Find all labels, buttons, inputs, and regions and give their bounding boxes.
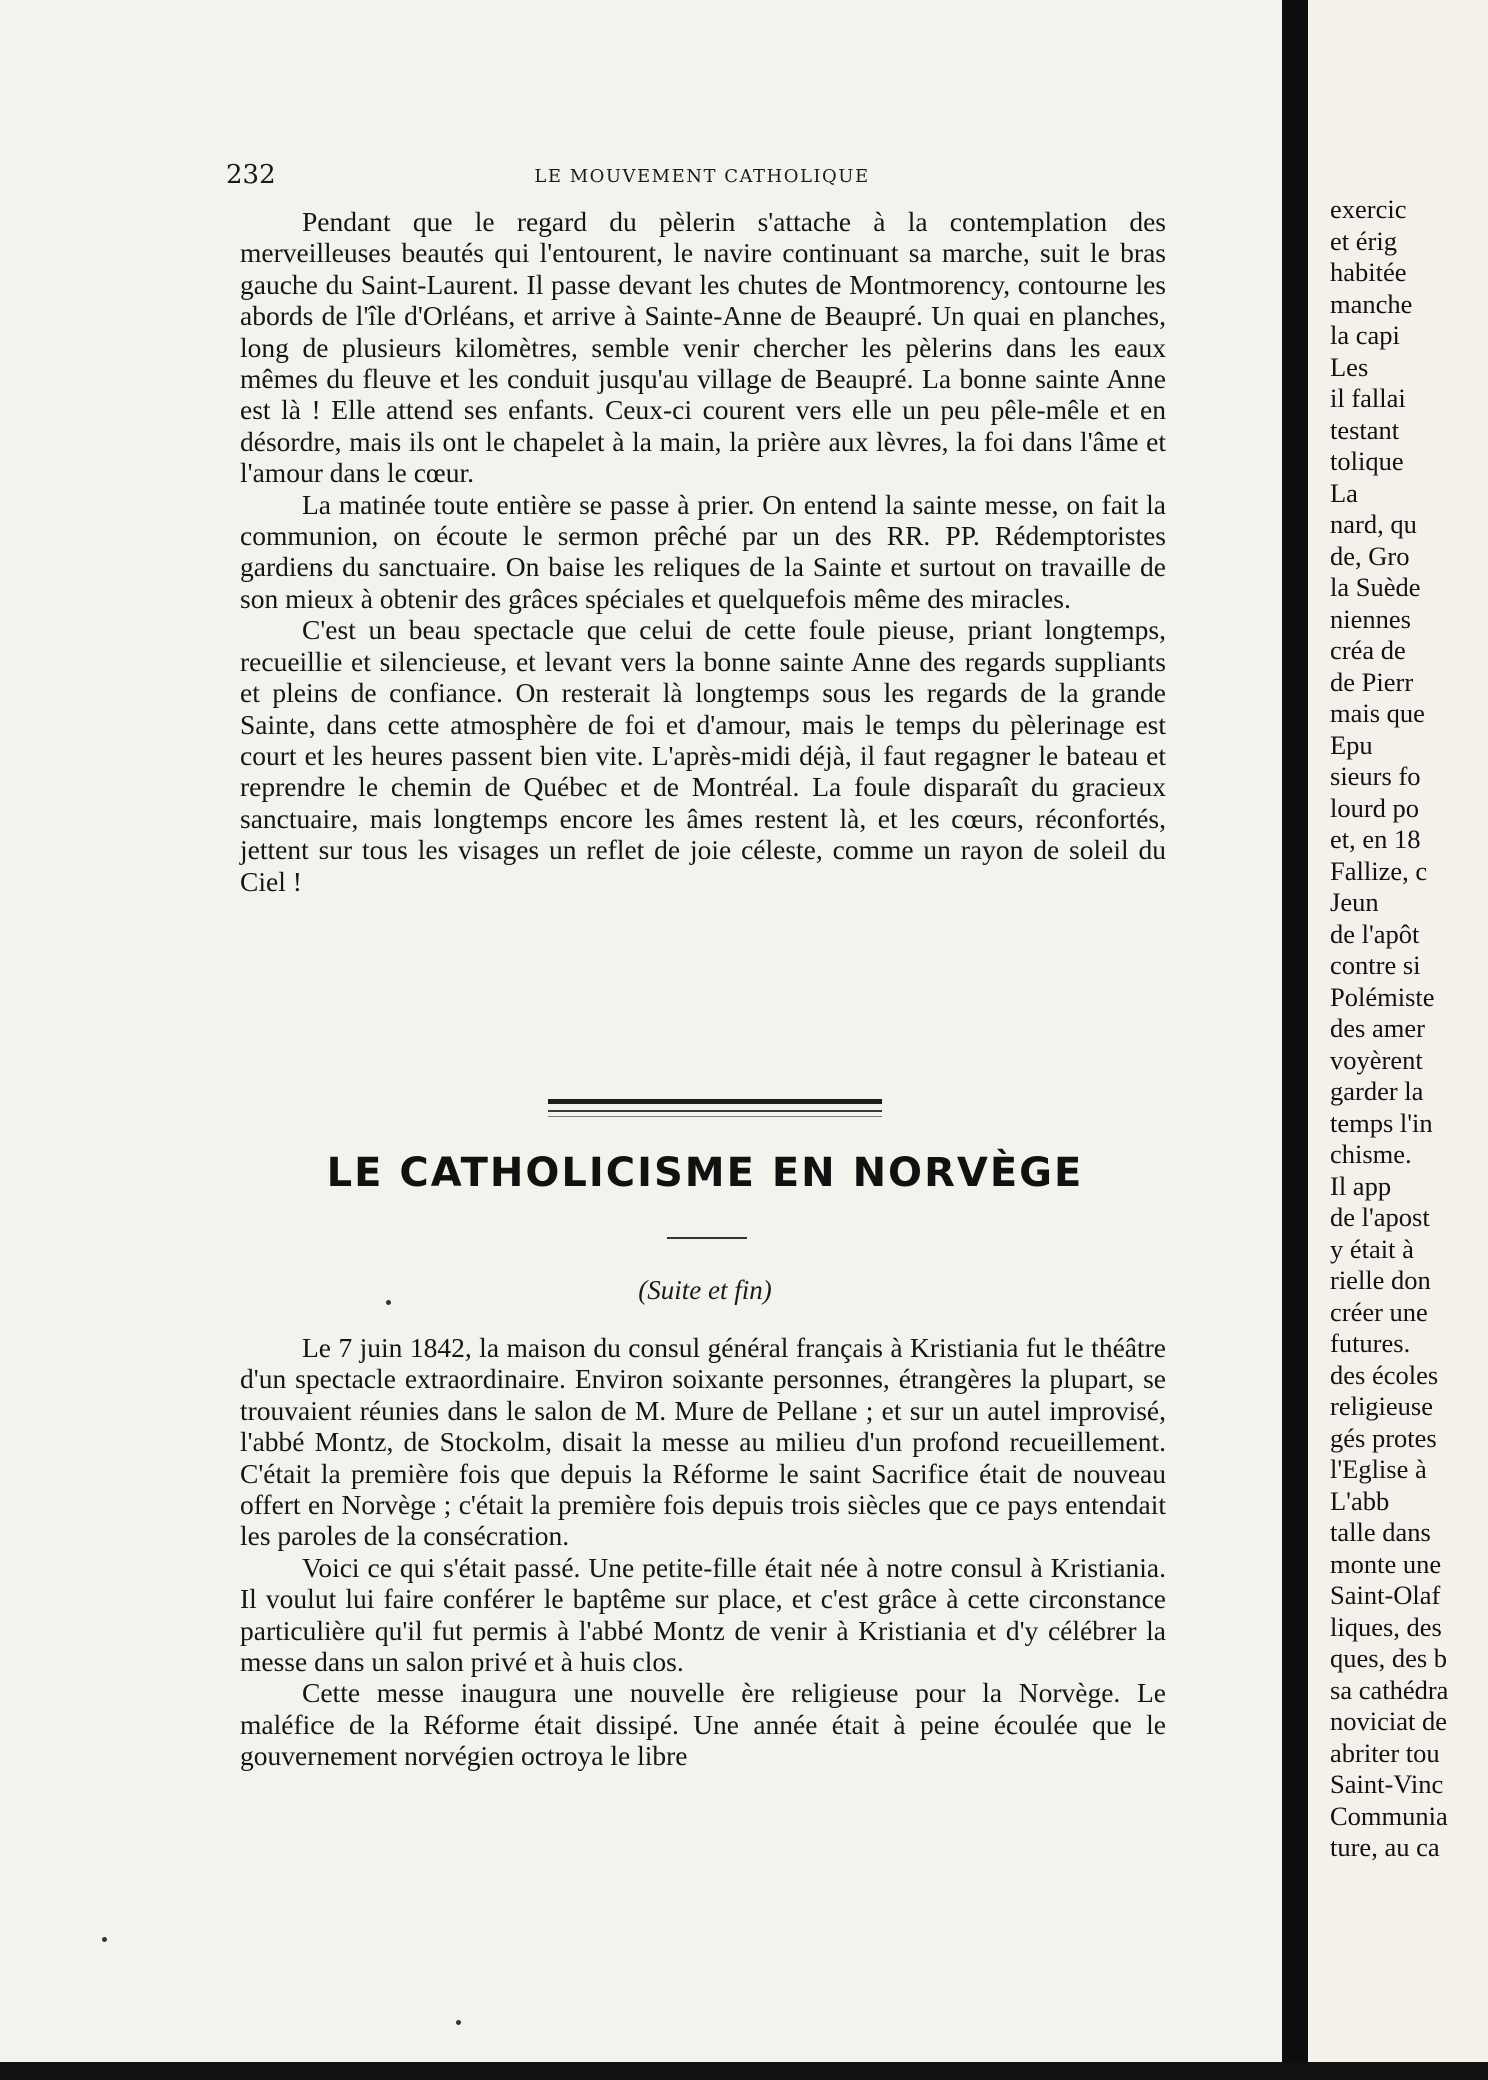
facing-page-line: Saint-Vinc [1330, 1769, 1444, 1799]
facing-page-line: manche [1330, 288, 1413, 319]
facing-page-line: de, Gro [1330, 540, 1410, 571]
facing-page-line: nard, qu [1330, 509, 1417, 539]
facing-page-line: ques, des b [1330, 1643, 1448, 1673]
facing-page-line: et érig [1330, 225, 1397, 256]
facing-page-line: noviciat de [1330, 1706, 1447, 1736]
facing-page-line: créer une [1330, 1296, 1428, 1327]
facing-page-line: Saint-Olaf [1330, 1580, 1441, 1610]
facing-page-line: Jeun [1330, 887, 1379, 917]
facing-page-line: de Pierr [1330, 666, 1414, 697]
facing-page-line: monte une [1330, 1548, 1442, 1579]
facing-page-line: abriter tou [1330, 1737, 1440, 1768]
facing-page-line: la capi [1330, 320, 1400, 350]
facing-page-line: des amer [1330, 1013, 1425, 1043]
facing-page-line: créa de [1330, 635, 1406, 665]
facing-page-line: lourd po [1330, 792, 1420, 823]
facing-page-line: voyèrent [1330, 1044, 1423, 1075]
page-number: 232 [226, 160, 276, 190]
facing-page-line: sa cathédra [1330, 1674, 1449, 1705]
section-divider-thin [548, 1110, 882, 1112]
facing-page-line: futures. [1330, 1328, 1411, 1358]
pilgrimage-text [240, 206, 1166, 897]
facing-page-line: liques, des [1330, 1611, 1442, 1642]
facing-page-line: gés protes [1330, 1422, 1437, 1453]
scan-speck [456, 2020, 461, 2025]
facing-page-line: Epu [1330, 729, 1373, 760]
facing-page-line: Communia [1330, 1800, 1448, 1831]
facing-page-line: contre si [1330, 950, 1421, 980]
facing-page-line: testant [1330, 414, 1400, 445]
facing-page-line: religieuse [1330, 1391, 1434, 1421]
facing-page-line: Polémiste [1330, 981, 1435, 1012]
facing-page-line: il fallai [1330, 383, 1406, 413]
paragraph: Cette messe inaugura une nouvelle ère religieuse pour la Norvège. Le maléfice de la Réforme était dissipé. Une année était à peine écoulée que le gouvernement norvégien octroya le libre [240, 1677, 1166, 1772]
paragraph: La matinée toute entière se passe à prier. On entend la sainte messe, on fait la communion, on écoute le sermon prêché par un des RR. PP. Rédemptoristes gardiens du sanctuaire. On baise les reliques de la Sainte et surtout on travaille de son mieux à obtenir des grâces spéciales et quelquefois même des miracles. [240, 488, 1166, 614]
facing-page-line: niennes [1330, 603, 1411, 634]
facing-page-line: Fallize, c [1330, 855, 1428, 886]
facing-page-line: de l'apôt [1330, 918, 1420, 949]
facing-page-line: ture, au ca [1330, 1832, 1440, 1862]
paragraph: Pendant que le regard du pèlerin s'attache à la contemplation des merveilleuses beautés qui l'entourent, le navire continuant sa marche, suit le bras gauche du Saint-Laurent. Il passe devant les chutes de Montmorency, contourne les abords de l'île d'Orléans, et arrive à Sainte-Anne de Beaupré. Un quai en planches, long de plusieurs kilomètres, semble venir chercher les pèlerins dans les eaux mêmes du fleuve et les conduit jusqu'au village de Beaupré. La bonne sainte Anne est là ! Elle attend ses enfants. Ceux-ci courent vers elle un peu pêle-mêle et en désordre, mais ils ont le chapelet à la main, la prière aux lèvres, la foi dans l'âme et l'amour dans le cœur. [240, 206, 1166, 489]
scan-speck [102, 1937, 107, 1942]
facing-page-line: garder la [1330, 1076, 1424, 1106]
article-body [240, 1332, 1166, 1772]
facing-page-line: y était à [1330, 1233, 1414, 1264]
facing-page-text [1330, 194, 1488, 1864]
paragraph: Le 7 juin 1842, la maison du consul général français à Kristiania fut le théâtre d'un spectacle extraordinaire. Environ soixante personnes, étrangères la plupart, se trouvaient réunies dans le salon de M. Mure de Pellane ; et sur un autel improvisé, l'abbé Montz, de Stockolm, disait la messe au milieu d'un profond recueillement. C'était la première fois que depuis la Réforme le saint Sacrifice était de nouveau offert en Norvège ; c'était la première fois depuis trois siècles que ce pays entendait les paroles de la consécration. [240, 1332, 1166, 1552]
facing-page-line: chisme. [1330, 1139, 1412, 1169]
facing-page-line: et, en 18 [1330, 824, 1421, 854]
facing-page-line: la Suède [1330, 572, 1421, 602]
running-head: LE MOUVEMENT CATHOLIQUE [534, 166, 870, 187]
facing-page-line: talle dans [1330, 1517, 1431, 1547]
paragraph: C'est un beau spectacle que celui de cette foule pieuse, priant longtemps, recueillie et silencieuse, et levant vers la bonne sainte Anne des regards suppliants et pleins de confiance. On resterait là longtemps sous les regards de la grande Sainte, dans cette atmosphère de foi et d'amour, mais le temps du pèlerinage est court et les heures passent bien vite. L'après-midi déjà, il faut regagner le bateau et reprendre le chemin de Québec et de Montréal. La foule disparaît du gracieux sanctuaire, mais longtemps encore les âmes restent là, et les cœurs, réconfortés, jettent sur tous les visages un reflet de joie céleste, comme un rayon de soleil du Ciel ! [240, 614, 1166, 897]
facing-page-line: exercic [1330, 194, 1407, 224]
facing-page-line: La [1330, 477, 1358, 508]
article-subtitle: (Suite et fin) [638, 1275, 772, 1305]
scan-speck [386, 1300, 391, 1305]
book-gutter [1282, 0, 1308, 2080]
facing-page-line: tolique [1330, 446, 1404, 476]
facing-page-line: Les [1330, 351, 1369, 382]
facing-page-line: des écoles [1330, 1359, 1439, 1390]
facing-page-line: l'Eglise à [1330, 1454, 1427, 1484]
facing-page-line: temps l'in [1330, 1107, 1433, 1138]
page-header [226, 160, 1178, 194]
scan-border [0, 2062, 1488, 2080]
facing-page-line: habitée [1330, 257, 1407, 287]
facing-page-line: L'abb [1330, 1485, 1390, 1516]
section-divider-hairline [548, 1116, 882, 1117]
facing-page-line: sieurs fo [1330, 761, 1421, 791]
title-underline [667, 1237, 747, 1239]
facing-page-line: mais que [1330, 698, 1425, 728]
facing-page-line: de l'apost [1330, 1202, 1430, 1232]
facing-page-line: Il app [1330, 1170, 1392, 1201]
section-divider-thick [548, 1099, 882, 1104]
facing-page-line: rielle don [1330, 1265, 1431, 1295]
article-title: LE CATHOLICISME EN NORVÈGE [326, 1150, 1084, 1196]
paragraph: Voici ce qui s'était passé. Une petite-fille était née à notre consul à Kristiania. Il voulut lui faire conférer le baptême sur place, et c'est grâce à cette circonstance particulière qu'il fut permis à l'abbé Montz de venir à Kristiania et d'y célébrer la messe dans un salon privé et à huis clos. [240, 1551, 1166, 1678]
